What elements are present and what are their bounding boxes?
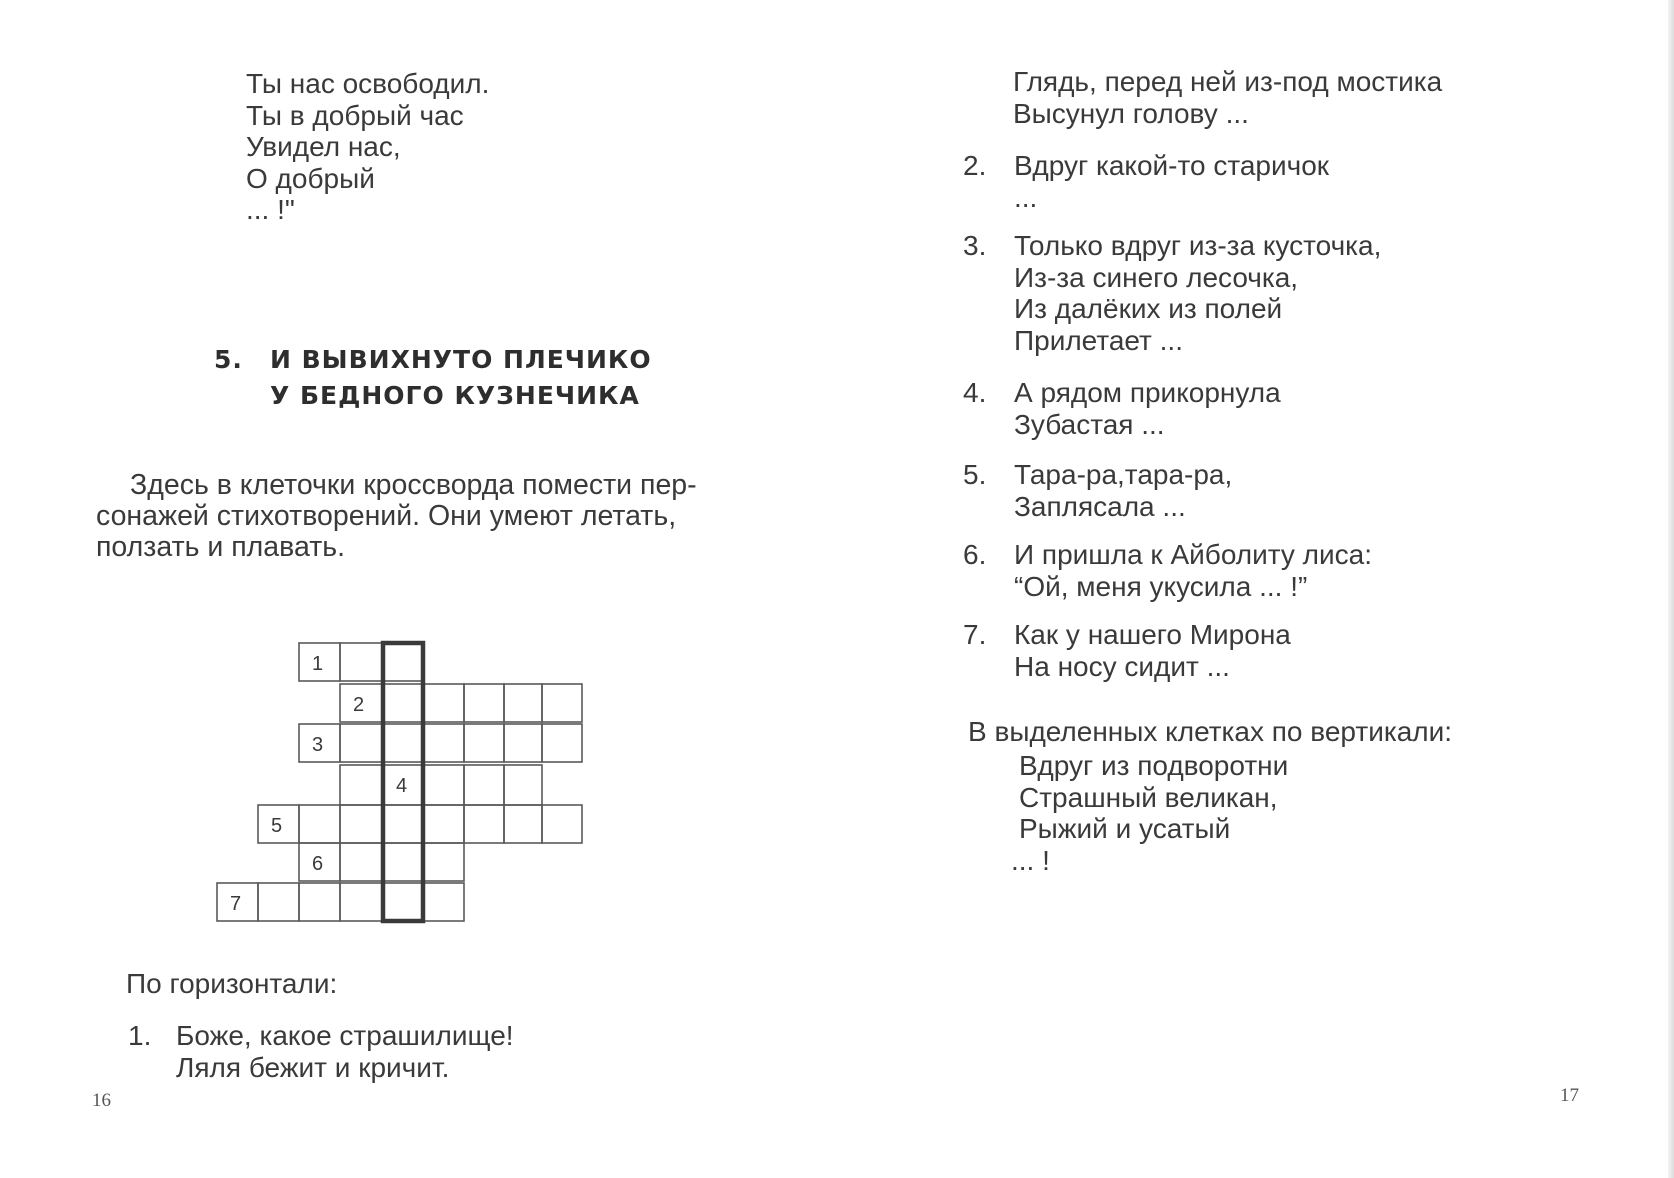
crossword-number: 2: [353, 694, 365, 716]
crossword-cell: [423, 765, 464, 805]
crossword-cell: [299, 805, 340, 843]
crossword-cell: [383, 765, 423, 805]
crossword-number: 7: [230, 893, 242, 915]
clue-line: На носу сидит ...: [1014, 650, 1230, 682]
crossword-cell: [464, 724, 504, 762]
clue-line: Из далёких из полей: [1014, 293, 1283, 324]
crossword-cell: [423, 883, 464, 921]
clue-line: Боже, какое страшилище!: [176, 1020, 514, 1051]
section-heading: [214, 342, 652, 414]
section-number: 5.: [214, 345, 243, 374]
section-title-line: У БЕДНОГО КУЗНЕЧИКА: [270, 381, 640, 410]
clue-line: Тара-ра,тара-ра,: [1014, 459, 1233, 490]
crossword-number: 3: [312, 734, 324, 756]
page-number-right: 17: [1560, 1085, 1579, 1106]
crossword-cell: [383, 843, 423, 881]
crossword-cell: [542, 805, 582, 843]
poem-line: Ты в добрый час: [246, 99, 464, 131]
crossword-cell: [258, 883, 299, 921]
crossword-cell: [383, 684, 423, 722]
intro-line: Здесь в клеточки кроссворда помести пер-: [130, 469, 697, 501]
crossword-cell: [423, 843, 464, 881]
clue-number: 7.: [963, 619, 987, 650]
crossword-cell: [464, 765, 504, 805]
poem-line: ... !: [1011, 844, 1050, 876]
poem-line: О добрый: [246, 162, 375, 194]
crossword-cell: [423, 724, 464, 762]
clue-number: 1.: [128, 1020, 152, 1051]
vertical-label: В выделенных клетках по вертикали:: [968, 716, 1453, 747]
clue-1-continued: [1013, 66, 1442, 129]
crossword-cell: [258, 805, 299, 843]
clue-number: 6.: [963, 539, 987, 570]
crossword-cell: [504, 805, 542, 843]
crossword-cell: [383, 724, 423, 762]
poem-line: Вдруг из подворотни: [1019, 750, 1289, 781]
clue-line: Глядь, перед ней из-под мостика: [1013, 66, 1443, 97]
clue-number: 5.: [963, 459, 987, 490]
clue-line: И пришла к Айболиту лиса:: [1014, 539, 1372, 570]
crossword-number: 4: [396, 775, 408, 797]
highlighted-column: [383, 643, 423, 921]
poem-line: Ты нас освободил.: [246, 68, 490, 99]
crossword-cell: [299, 883, 340, 921]
poem-line: Увидел нас,: [246, 131, 401, 162]
crossword-cell: [299, 643, 340, 681]
crossword-cell: [504, 684, 542, 722]
clue-line: “Ой, меня укусила ... !”: [1014, 570, 1308, 602]
clue-line: Только вдруг из-за кусточка,: [1014, 230, 1382, 261]
crossword-cell: [340, 883, 383, 921]
crossword-cell: [299, 843, 340, 881]
crossword-number: 5: [271, 815, 283, 837]
task-intro: [96, 470, 697, 563]
crossword-cell: [299, 724, 340, 762]
crossword-cell: [340, 805, 383, 843]
crossword-number: 1: [312, 653, 324, 675]
crossword-cell: [340, 643, 383, 681]
clue-line: Прилетает ...: [1014, 324, 1183, 356]
clue-line: Заплясала ...: [1014, 490, 1186, 522]
page-edge: [1668, 0, 1674, 1178]
crossword-cell: [217, 883, 258, 921]
crossword-cell: [464, 684, 504, 722]
crossword-cell: [504, 724, 542, 762]
clue-line: Ляля бежит и кричит.: [176, 1051, 450, 1083]
poem-line: Страшный великан,: [1019, 781, 1278, 813]
crossword-cell: [340, 684, 383, 722]
across-label: По горизонтали:: [126, 968, 338, 999]
clue-line: Вдруг какой-то старичок: [1014, 150, 1330, 181]
crossword-cell: [542, 724, 582, 762]
clue-line: А рядом прикорнула: [1014, 377, 1281, 408]
clue-number: 4.: [963, 377, 987, 408]
clue-line: Как у нашего Мирона: [1014, 619, 1291, 650]
poem-line: Рыжий и усатый: [1019, 813, 1231, 844]
intro-line: ползать и плавать.: [96, 531, 346, 563]
poem-line: ... !": [246, 194, 295, 225]
crossword-cell: [464, 805, 504, 843]
crossword-cell: [340, 843, 383, 881]
poem-ending: [246, 68, 489, 226]
clue-line: ...: [1014, 181, 1038, 213]
page-number-left: 16: [92, 1090, 111, 1111]
clue-line: Зубастая ...: [1014, 408, 1165, 440]
crossword-cell: [423, 684, 464, 722]
crossword-cell: [423, 805, 464, 843]
crossword-cell: [340, 724, 383, 762]
clue-line: Из-за синего лесочка,: [1014, 261, 1299, 293]
crossword-cell: [340, 765, 383, 805]
clue-line: Высунул голову ...: [1013, 97, 1249, 129]
crossword-cell: [383, 883, 423, 921]
crossword-cell: [383, 643, 423, 681]
crossword-cell: [504, 765, 542, 805]
vertical-poem: [1011, 750, 1289, 876]
crossword-cell: [542, 684, 582, 722]
clue-number: 2.: [963, 150, 987, 181]
clue-number: 3.: [963, 230, 987, 261]
section-title-line: И ВЫВИХНУТО ПЛЕЧИКО: [270, 345, 652, 374]
intro-line: сонажей стихотворений. Они умеют летать,: [96, 500, 677, 532]
crossword-cell: [383, 805, 423, 843]
crossword-number: 6: [312, 853, 324, 875]
